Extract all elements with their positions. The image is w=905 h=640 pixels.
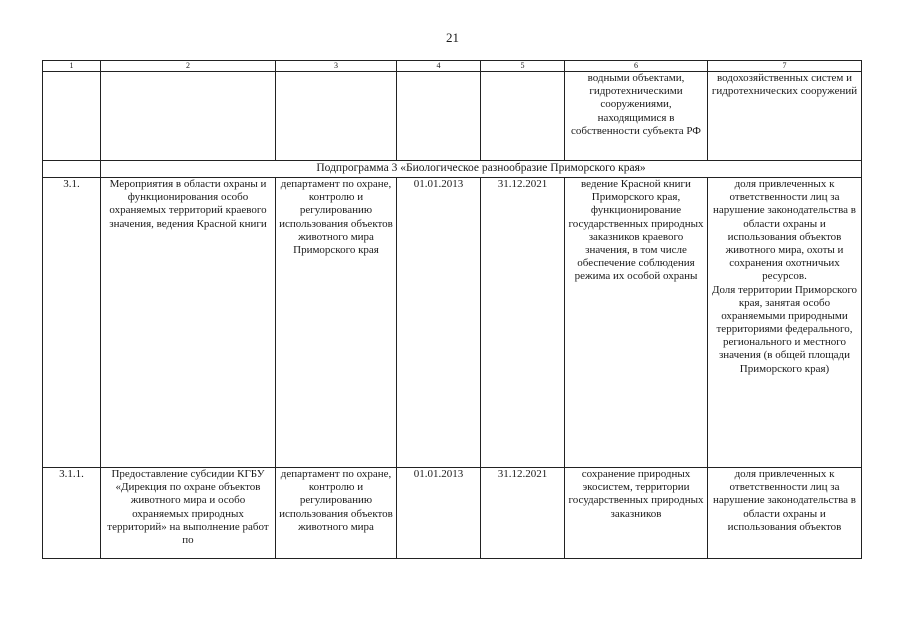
- expected-result: сохранение природных экосистем, территории государственных природных заказников: [565, 468, 708, 559]
- cell-empty: [43, 161, 101, 178]
- start-date: 01.01.2013: [397, 178, 481, 468]
- program-table: [42, 60, 862, 559]
- table-row: [43, 178, 862, 468]
- column-number: 6: [565, 61, 708, 72]
- page-number: 21: [446, 30, 459, 45]
- expected-result: ведение Красной книги Приморского края, функционирование государственных природных заказников краевого значения, в том числе обеспечение соблюдения режима их особой охраны: [565, 178, 708, 468]
- indicator: доля привлеченных к ответственности лиц за нарушение законодательства в области охраны и использования объектов животного мира, охоты и сохранения охотничьих ресурсов. Доля территории Приморского края, занятая особо охраняемыми природными территориями федерального, регионального и местного значения (в общей площади Приморского края): [708, 178, 862, 468]
- column-number: 1: [43, 61, 101, 72]
- continuation-indicator-cell: водохозяйственных систем и гидротехнических сооружений: [708, 72, 862, 161]
- activity-name: Предоставление субсидии КГБУ «Дирекция по охране объектов животного мира и особо охраняемых природных территорий» на выполнение работ по: [101, 468, 276, 559]
- activity-name: Мероприятия в области охраны и функционирования особо охраняемых территорий краевого значения, ведения Красной книги: [101, 178, 276, 468]
- start-date: 01.01.2013: [397, 468, 481, 559]
- cell-empty: [101, 72, 276, 161]
- cell-empty: [43, 72, 101, 161]
- end-date: 31.12.2021: [481, 178, 565, 468]
- column-numbers-row: [43, 61, 862, 72]
- column-number: 4: [397, 61, 481, 72]
- continuation-row: [43, 72, 862, 161]
- executor: департамент по охране, контролю и регулированию использования объектов животного мира: [276, 468, 397, 559]
- executor: департамент по охране, контролю и регулированию использования объектов животного мира Приморского края: [276, 178, 397, 468]
- column-number: 5: [481, 61, 565, 72]
- row-number: 3.1.1.: [43, 468, 101, 559]
- table-row: [43, 468, 862, 559]
- column-number: 2: [101, 61, 276, 72]
- column-number: 3: [276, 61, 397, 72]
- cell-empty: [397, 72, 481, 161]
- subprogram-title: Подпрограмма 3 «Биологическое разнообразие Приморского края»: [101, 161, 862, 178]
- row-number: 3.1.: [43, 178, 101, 468]
- column-number: 7: [708, 61, 862, 72]
- cell-empty: [481, 72, 565, 161]
- cell-empty: [276, 72, 397, 161]
- end-date: 31.12.2021: [481, 468, 565, 559]
- continuation-result-cell: водными объектами, гидротехническими сооружениями, находящимися в собственности субъекта РФ: [565, 72, 708, 161]
- indicator: доля привлеченных к ответственности лиц за нарушение законодательства в области охраны и использования объектов: [708, 468, 862, 559]
- subprogram-row: [43, 161, 862, 178]
